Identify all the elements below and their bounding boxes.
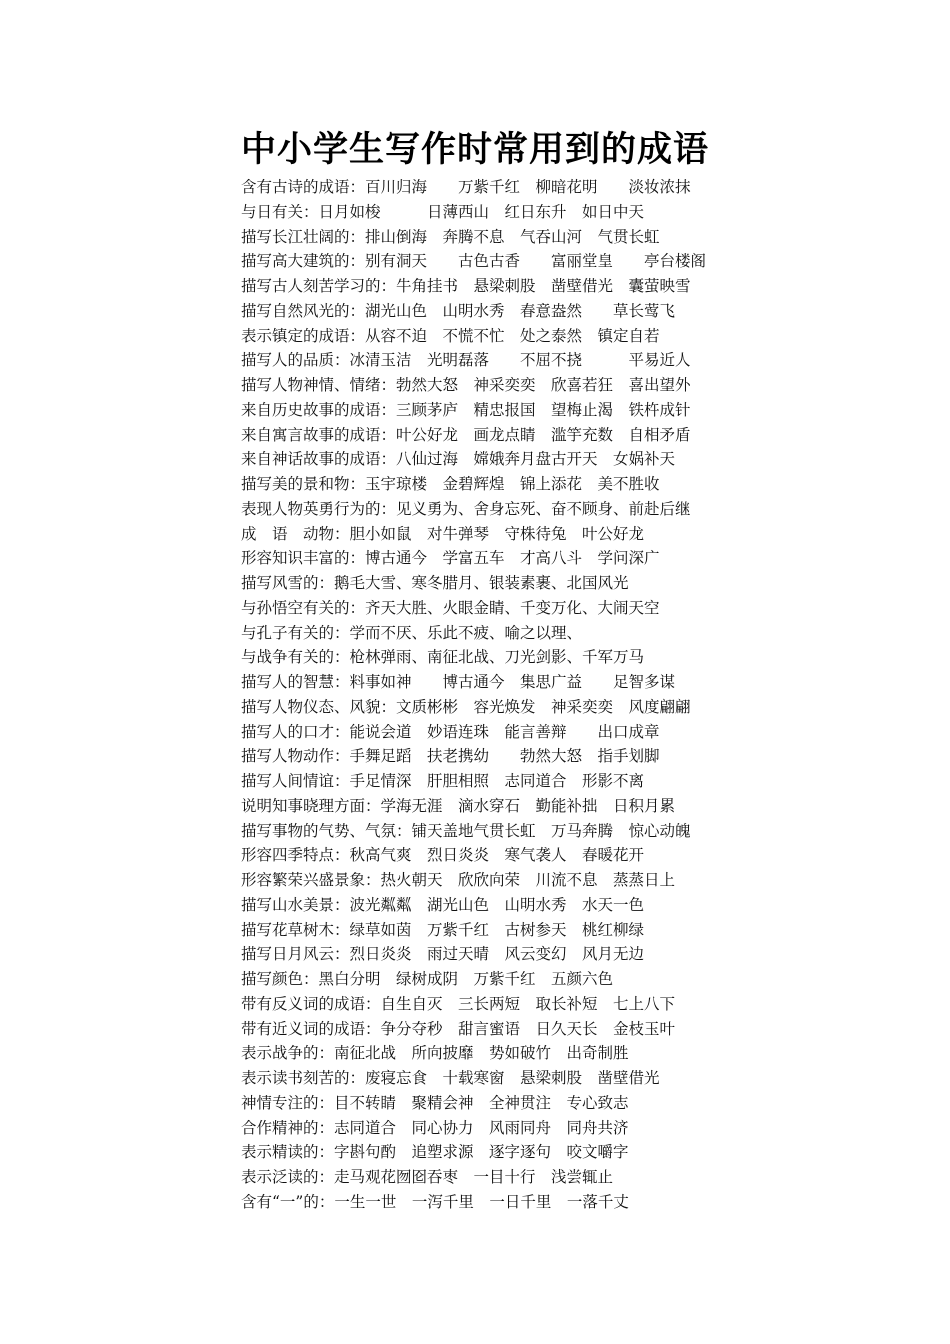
idiom-line: 描写人物仪态、风貌：文质彬彬 容光焕发 神采奕奕 风度翩翩 xyxy=(241,697,691,716)
idiom-line: 描写人的品质：冰清玉洁 光明磊落 不屈不挠 平易近人 xyxy=(241,351,691,370)
idiom-line: 形容繁荣兴盛景象：热火朝天 欣欣向荣 川流不息 蒸蒸日上 xyxy=(241,871,676,889)
idiom-line: 含有古诗的成语：百川归海 万紫千红 柳暗花明 淡妆浓抹 xyxy=(241,178,691,196)
idiom-line: 成 语 动物：胆小如鼠 对牛弹琴 守株待兔 叶公好龙 xyxy=(241,524,645,543)
idiom-line: 与孙悟空有关的：齐天大胜、火眼金睛、千变万化、大闹天空 xyxy=(241,598,660,617)
idiom-line: 与战争有关的：枪林弹雨、南征北战、刀光剑影、千军万马 xyxy=(241,648,645,667)
idiom-line: 描写花草树木：绿草如茵 万紫千红 古树参天 桃红柳绿 xyxy=(241,920,645,939)
idiom-line: 描写山水美景：波光粼粼 湖光山色 山明水秀 水天一色 xyxy=(241,895,645,914)
idiom-line: 表示战争的：南征北战 所向披靡 势如破竹 出奇制胜 xyxy=(241,1044,629,1063)
idiom-line: 来自历史故事的成语：三顾茅庐 精忠报国 望梅止渴 铁杵成针 xyxy=(241,400,691,419)
idiom-line: 表现人物英勇行为的：见义勇为、舍身忘死、奋不顾身、前赴后继 xyxy=(241,499,691,518)
idiom-line: 描写美的景和物：玉宇琼楼 金碧辉煌 锦上添花 美不胜收 xyxy=(241,475,660,493)
idiom-line: 描写长江壮阔的：排山倒海 奔腾不息 气吞山河 气贯长虹 xyxy=(241,227,660,246)
idiom-line: 形容知识丰富的：博古通今 学富五车 才高八斗 学问深广 xyxy=(241,549,660,568)
idiom-line: 描写人间情谊：手足情深 肝胆相照 志同道合 形影不离 xyxy=(241,772,645,790)
idiom-line: 描写日月风云：烈日炎炎 雨过天晴 风云变幻 风月无边 xyxy=(241,945,645,964)
idiom-line: 说明知事晓理方面：学海无涯 滴水穿石 勤能补拙 日积月累 xyxy=(241,796,676,815)
idiom-list xyxy=(241,175,941,1215)
idiom-line: 形容四季特点：秋高气爽 烈日炎炎 寒气袭人 春暖花开 xyxy=(241,846,645,865)
idiom-line: 带有反义词的成语：自生自灭 三长两短 取长补短 七上八下 xyxy=(241,994,676,1013)
idiom-line: 描写高大建筑的：别有洞天 古色古香 富丽堂皇 亭台楼阁 xyxy=(241,252,707,271)
document-title: 中小学生写作时常用到的成语 xyxy=(240,130,709,170)
idiom-line: 描写人的口才：能说会道 妙语连珠 能言善辩 出口成章 xyxy=(241,722,660,741)
idiom-line: 神情专注的：目不转睛 聚精会神 全神贯注 专心致志 xyxy=(241,1093,629,1112)
idiom-line: 描写古人刻苦学习的：牛角挂书 悬梁刺股 凿壁借光 囊萤映雪 xyxy=(241,277,691,295)
idiom-line: 描写风雪的：鹅毛大雪、寒冬腊月、银装素裹、北国风光 xyxy=(241,574,629,592)
idiom-line: 描写人物动作：手舞足蹈 扶老携幼 勃然大怒 指手划脚 xyxy=(241,747,660,766)
idiom-line: 表示泛读的：走马观花囫囵吞枣 一目十行 浅尝辄止 xyxy=(241,1168,614,1186)
idiom-line: 描写自然风光的：湖光山色 山明水秀 春意盎然 草长莺飞 xyxy=(241,301,676,320)
idiom-line: 表示精读的：字斟句酌 追塑求源 逐字逐句 咬文嚼字 xyxy=(241,1143,629,1162)
idiom-line: 表示读书刻苦的：废寝忘食 十载寒窗 悬梁刺股 凿壁借光 xyxy=(241,1069,660,1087)
idiom-line: 来自寓言故事的成语：叶公好龙 画龙点睛 滥竽充数 自相矛盾 xyxy=(241,425,691,444)
idiom-line: 与孔子有关的：学而不厌、乐此不疲、喻之以理、 xyxy=(241,623,583,642)
idiom-line: 合作精神的：志同道合 同心协力 风雨同舟 同舟共济 xyxy=(241,1118,629,1137)
idiom-line: 带有近义词的成语：争分夺秒 甜言蜜语 日久天长 金枝玉叶 xyxy=(241,1019,676,1038)
idiom-line: 描写事物的气势、气氛：铺天盖地气贯长虹 万马奔腾 惊心动魄 xyxy=(241,821,691,840)
idiom-line: 表示镇定的成语：从容不迫 不慌不忙 处之泰然 镇定自若 xyxy=(241,326,660,345)
idiom-line: 来自神话故事的成语：八仙过海 嫦娥奔月盘古开天 女娲补天 xyxy=(241,450,676,469)
idiom-line: 含有“一”的：一生一世 一泻千里 一日千里 一落千丈 xyxy=(241,1192,629,1211)
idiom-line: 与日有关：日月如梭 日薄西山 红日东升 如日中天 xyxy=(241,202,645,221)
idiom-line: 描写人物神情、情绪：勃然大怒 神采奕奕 欣喜若狂 喜出望外 xyxy=(241,376,691,394)
idiom-line: 描写人的智慧：料事如神 博古通今 集思广益 足智多谋 xyxy=(241,673,676,691)
idiom-line: 描写颜色：黑白分明 绿树成阴 万紫千红 五颜六色 xyxy=(241,970,614,988)
